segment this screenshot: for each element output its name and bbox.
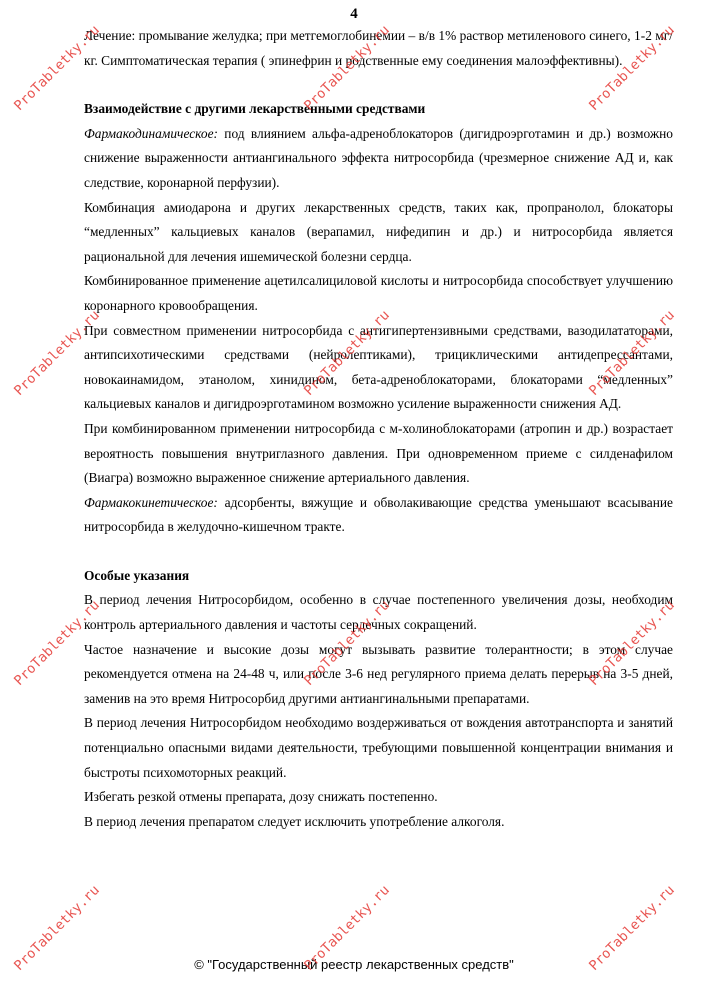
watermark: ProTabletky.ru — [11, 597, 103, 689]
pharmacokinetic-text: адсорбенты, вяжущие и обволакивающие средства уменьшают всасывание нитросорбида в желудочно-кишечном тракте. — [84, 494, 673, 535]
watermark: ProTabletky.ru — [301, 307, 393, 399]
special-paragraph-5: В период лечения препаратом следует исключить употребление алкоголя. — [84, 813, 505, 829]
antihypertensive-paragraph: При совместном применении нитросорбида с антигипертензивными средствами, вазодилататорами, антипсихотическими средствами (нейролептиками), трициклическими антидепрессантами, новокаинамидом, этанолом, хинидином, бета-адреноблокаторами, блокаторами “медленных” кальциевых каналов и дигидроэрготамином возможно усиление выраженности снижения АД. — [84, 322, 673, 412]
special-paragraph-4: Избегать резкой отмены препарата, дозу снижать постепенно. — [84, 789, 438, 805]
footer-copyright: © "Государственный реестр лекарственных средств" — [194, 957, 514, 972]
special-paragraph-2: Частое назначение и высокие дозы могут вызывать развитие толерантности; в этом случае рекомендуется отмена на 24-48 ч, или после 3-6 нед регулярного приема делать перерыв на 3-5 дней, заменив на это время Нитросорбид другими антиангинальными препаратами. — [84, 641, 673, 706]
special-heading: Особые указания — [84, 567, 190, 583]
special-paragraph-3: В период лечения Нитросорбидом необходимо воздерживаться от вождения автотранспорта и занятий потенциально опасными видами деятельности, требующими повышенной концентрации внимания и быстроты психомоторных реакций. — [84, 715, 673, 780]
document-body — [84, 24, 673, 834]
watermark: ProTabletky.ru — [586, 597, 678, 689]
watermark: ProTabletky.ru — [586, 307, 678, 399]
watermark: ProTabletky.ru — [11, 882, 103, 974]
pharmacodynamic-paragraph — [84, 122, 673, 196]
special-paragraph-1: В период лечения Нитросорбидом, особенно в случае постепенного увеличения дозы, необходим контроль артериального давления и частоты сердечных сокращений. — [84, 592, 673, 633]
pharmacokinetic-paragraph — [84, 491, 673, 540]
watermark: ProTabletky.ru — [586, 22, 678, 114]
watermark: ProTabletky.ru — [301, 22, 393, 114]
pharmacokinetic-label: Фармакокинетическое: — [84, 494, 218, 510]
watermark: ProTabletky.ru — [301, 882, 393, 974]
aspirin-paragraph: Комбинированное применение ацетилсалициловой кислоты и нитросорбида способствует улучшению коронарного кровообращения. — [84, 273, 673, 313]
spacer — [84, 73, 673, 97]
interaction-heading: Взаимодействие с другими лекарственными средствами — [84, 101, 426, 117]
pharmacodynamic-label: Фармакодинамическое: — [84, 125, 219, 141]
watermark: ProTabletky.ru — [301, 597, 393, 689]
anticholinergic-paragraph: При комбинированном применении нитросорбида с м-холиноблокаторами (атропин и др.) возрастает вероятность повышения внутриглазного давления. При одновременном приеме с силденафилом (Виагра) возможно выраженное снижение артериального давления. — [84, 420, 673, 486]
treatment-paragraph: Лечение: промывание желудка; при метгемоглобинемии – в/в 1% раствор метиленового синего, 1-2 мг/кг. Симптоматическая терапия ( эпинефрин и родственные ему соединения малоэффективны). — [84, 28, 673, 68]
spacer — [84, 540, 673, 564]
amiodarone-paragraph: Комбинация амиодарона и других лекарственных средств, таких как, пропранолол, блокаторы “медленных” кальциевых каналов (верапамил, нифедипин и др.) и нитросорбида является рациональной для лечения ишемической болезни сердца. — [84, 199, 673, 264]
pharmacodynamic-text: под влиянием альфа-адреноблокаторов (дигидроэрготамин и др.) возможно снижение выраженности антиангинального эффекта нитросорбида (чрезмерное снижение АД и, как следствие, коронарной перфузии). — [84, 125, 673, 190]
watermark: ProTabletky.ru — [11, 22, 103, 114]
watermark: ProTabletky.ru — [586, 882, 678, 974]
page-number: 4 — [350, 6, 358, 22]
watermark: ProTabletky.ru — [11, 307, 103, 399]
